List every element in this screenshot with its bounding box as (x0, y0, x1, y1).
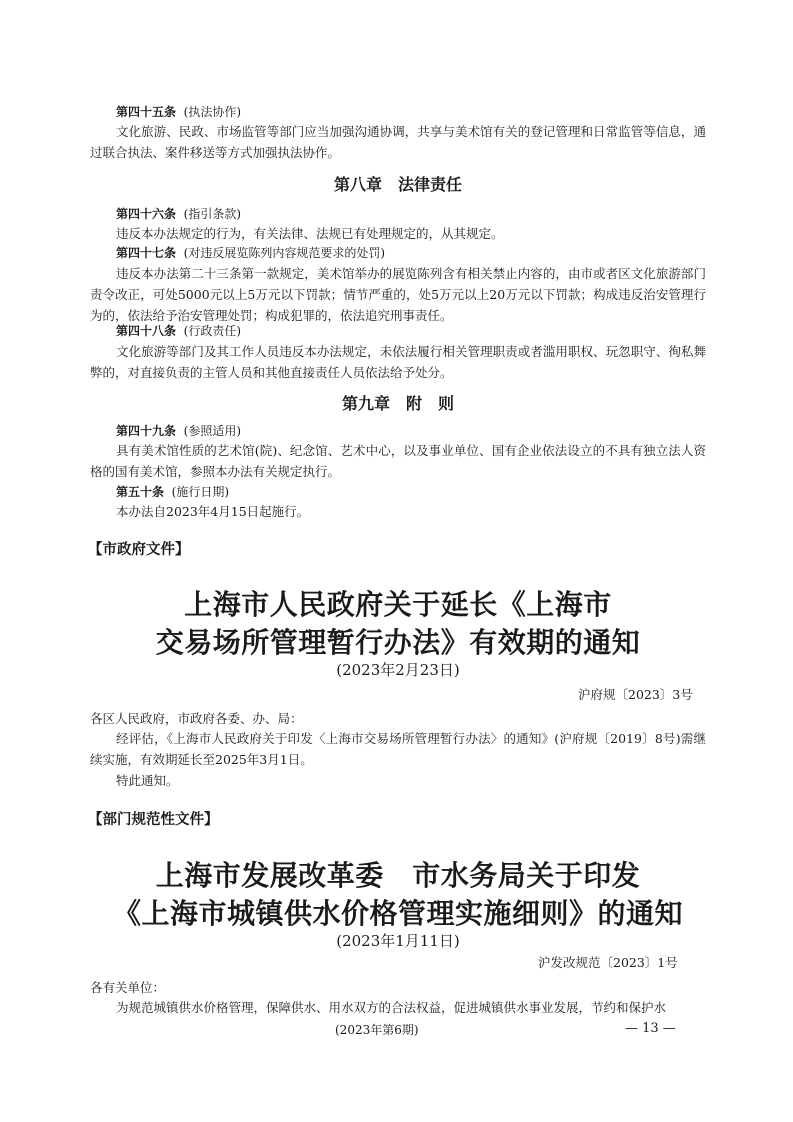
gov-title-line-1: 上海市人民政府关于延长《上海市 (184, 588, 612, 621)
article-49-heading (116, 422, 241, 440)
article-48-heading (116, 322, 241, 340)
article-subtitle: (参照适用) (183, 424, 242, 438)
gov-date: (2023年2月23日) (336, 661, 460, 679)
article-subtitle: (执法协作) (183, 105, 242, 119)
dept-doc-number: 沪发改规范〔2023〕1号 (538, 955, 678, 970)
chapter-8-title: 第八章 法律责任 (333, 175, 462, 194)
section-label-dept: 【部门规范性文件】 (88, 812, 219, 828)
dept-title-line-1: 上海市发展改革委 市水务局关于印发 (155, 859, 641, 892)
article-subtitle: (指引条款) (183, 207, 242, 221)
dept-title-line-2: 《上海市城镇供水价格管理实施细则》的通知 (112, 897, 683, 930)
article-50-body: 本办法自2023年4月15日起施行。 (116, 504, 310, 519)
article-46-heading (116, 205, 241, 223)
gov-closing: 特此通知。 (116, 773, 179, 788)
dept-date: (2023年1月11日) (336, 932, 460, 950)
dept-body: 为规范城镇供水价格管理，保障供水、用水双方的合法权益，促进城镇供水事业发展，节约和保护水 (116, 1000, 667, 1015)
article-46-body: 违反本办法规定的行为，有关法律、法规已有处理规定的，从其规定。 (116, 226, 504, 241)
article-48-body: 文化旅游等部门及其工作人员违反本办法规定，未依法履行相关管理职责或者滥用职权、玩忽职守、徇私舞弊的，对直接负责的主管人员和其他直接责任人员依法给予处分。 (90, 344, 706, 380)
chapter-9-title: 第九章 附 则 (341, 394, 454, 413)
gov-title-line-2: 交易场所管理暂行办法》有效期的通知 (155, 626, 641, 659)
page-number: — 13 — (625, 1021, 676, 1036)
article-subtitle: (施行日期) (171, 485, 230, 499)
article-number: 第四十九条 (116, 424, 177, 438)
article-49-body: 具有美术馆性质的艺术馆(院)、纪念馆、艺术中心，以及事业单位、国有企业依法设立的不具有独立法人资格的国有美术馆，参照本办法有关规定执行。 (90, 443, 706, 479)
article-number: 第四十七条 (116, 246, 177, 260)
article-47-body: 违反本办法第二十三条第一款规定，美术馆举办的展览陈列含有相关禁止内容的，由市或者区文化旅游部门责令改正，可处5000元以上5万元以下罚款；情节严重的，处5万元以上20万元以下罚款；构成违反治安管理行为的，依法给予治安管理处罚；构成犯罪的，依法追究刑事责任。 (90, 266, 706, 323)
gov-doc-number: 沪府规〔2023〕3号 (578, 687, 693, 702)
article-45-body: 文化旅游、民政、市场监管等部门应当加强沟通协调，共享与美术馆有关的登记管理和日常监管等信息，通过联合执法、案件移送等方式加强执法协作。 (90, 124, 706, 160)
gov-body: 经评估，《上海市人民政府关于印发〈上海市交易场所管理暂行办法〉的通知》(沪府规〔2019〕8号)需继续实施，有效期延长至2025年3月1日。 (90, 731, 706, 767)
article-47-heading (116, 244, 385, 262)
article-45-heading (116, 103, 241, 121)
footer-issue: (2023年第6期) (335, 1023, 419, 1037)
article-50-heading (116, 483, 229, 501)
article-subtitle: (行政责任) (183, 324, 242, 338)
gov-addressee: 各区人民政府，市政府各委、办、局： (90, 711, 303, 726)
dept-addressee: 各有关单位： (90, 980, 166, 995)
section-label-gov: 【市政府文件】 (88, 542, 190, 558)
article-number: 第五十条 (116, 485, 165, 499)
article-number: 第四十六条 (116, 207, 177, 221)
article-subtitle: (对违反展览陈列内容规范要求的处罚) (183, 246, 386, 260)
article-number: 第四十五条 (116, 105, 177, 119)
article-number: 第四十八条 (116, 324, 177, 338)
